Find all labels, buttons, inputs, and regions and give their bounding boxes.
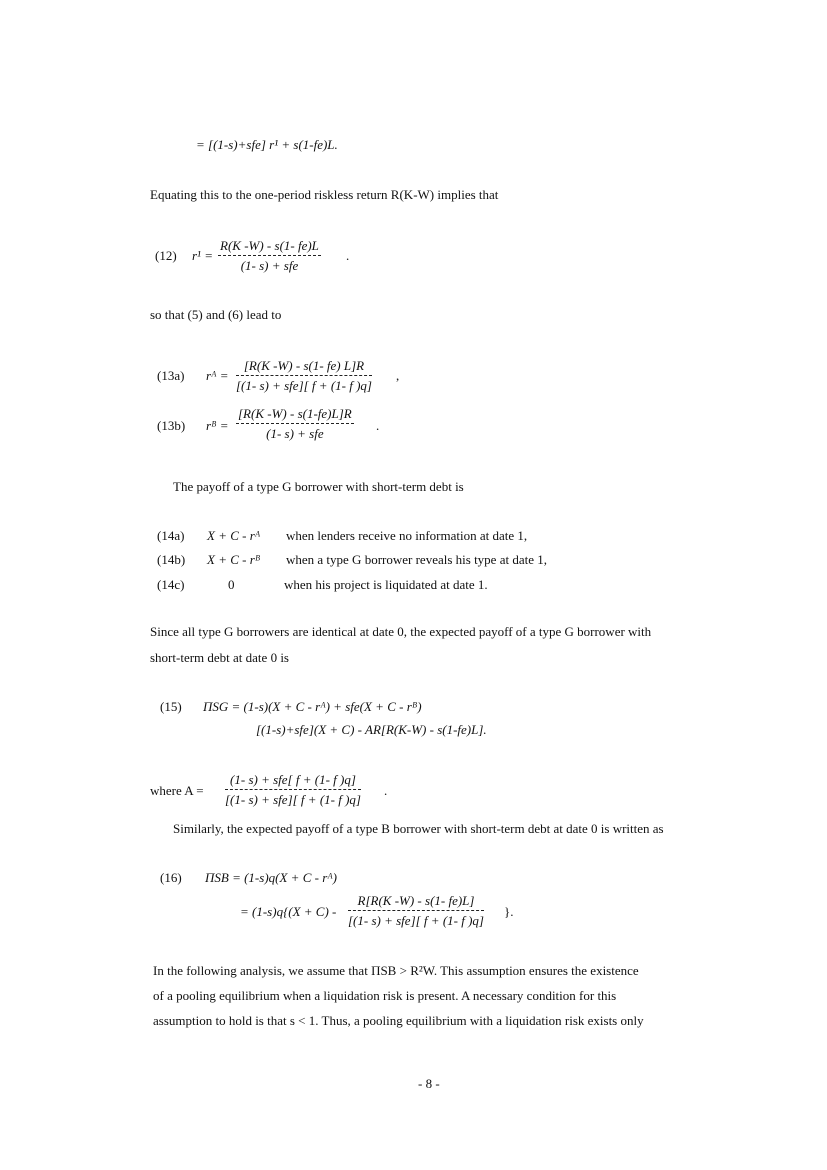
paragraph-lead-to: so that (5) and (6) lead to (150, 307, 282, 322)
equation-number: (16) (160, 870, 182, 885)
equation-number: (13b) (157, 418, 186, 433)
fraction-denominator: (1- s) + sfe (266, 426, 324, 441)
paragraph-equating: Equating this to the one-period riskless return R(K-W) implies that (150, 187, 499, 202)
fraction-denominator: (1- s) + sfe (240, 258, 299, 273)
paragraph-payoff-g: The payoff of a type G borrower with short-term debt is (173, 479, 464, 494)
paragraph-similarly: Similarly, the expected payoff of a type B borrower with short-term debt at date 0 is written as (173, 821, 664, 836)
equation-fraction (225, 772, 361, 808)
equation-number: (15) (160, 699, 182, 714)
fraction-numerator: R(K -W) - s(1- fe)L (218, 238, 321, 256)
equation-line: [(1-s)+sfe](X + C) - AR[R(K-W) - s(1-fe)L]. (256, 722, 487, 737)
equation-fraction (236, 358, 372, 394)
paragraph-assumption-line3: assumption to hold is that s < 1. Thus, a pooling equilibrium with a liquidation risk exists only (153, 1013, 644, 1028)
payoff-expression: 0 (228, 577, 235, 592)
payoff-description: when a type G borrower reveals his type at date 1, (286, 552, 547, 567)
page-number: - 8 - (418, 1076, 440, 1091)
equation-trail: }. (504, 904, 514, 919)
payoff-description: when his project is liquidated at date 1. (284, 577, 488, 592)
equation-line: = (1-s)q{(X + C) - (240, 904, 337, 919)
paragraph-assumption-line2: of a pooling equilibrium when a liquidation risk is present. A necessary condition for this (153, 988, 617, 1003)
equation-number: (12) (155, 248, 177, 263)
fraction-numerator: [R(K -W) - s(1-fe)L]R (236, 406, 354, 424)
where-label: where A = (150, 783, 204, 798)
equation-lhs: r¹ = (192, 248, 213, 263)
equation-number: (14a) (157, 528, 185, 543)
equation-number: (13a) (157, 368, 185, 383)
equation-trail: , (396, 368, 400, 383)
paragraph-since-all-line1: Since all type G borrowers are identical at date 0, the expected payoff of a type G borrower with (150, 624, 652, 639)
equation-line: ΠSB = (1-s)q(X + C - rᴬ) (205, 870, 337, 885)
equation-fraction (218, 238, 321, 274)
fraction-denominator: [(1- s) + sfe][ f + (1- f )q] (225, 792, 361, 807)
equation-continuation: = [(1-s)+sfe] r¹ + s(1-fe)L. (196, 137, 338, 152)
payoff-description: when lenders receive no information at date 1, (286, 528, 528, 543)
payoff-expression: X + C - rᴮ (207, 552, 261, 567)
paragraph-assumption-line1: In the following analysis, we assume that ΠSB > R²W. This assumption ensures the existence (153, 963, 639, 978)
fraction-denominator: [(1- s) + sfe][ f + (1- f )q] (236, 378, 372, 393)
equation-lhs: rᴮ = (206, 418, 229, 433)
equation-line: ΠSG = (1-s)(X + C - rᴬ) + sfe(X + C - rᴮ) (203, 699, 422, 714)
equation-trail: . (376, 418, 380, 433)
equation-trail: . (384, 783, 388, 798)
payoff-expression: X + C - rᴬ (207, 528, 261, 543)
fraction-numerator: [R(K -W) - s(1- fe) L]R (236, 358, 372, 376)
equation-fraction (348, 893, 484, 929)
equation-lhs: rᴬ = (206, 368, 229, 383)
equation-fraction (236, 406, 354, 442)
paragraph-since-all-line2: short-term debt at date 0 is (150, 650, 289, 665)
fraction-denominator: [(1- s) + sfe][ f + (1- f )q] (348, 913, 484, 928)
fraction-numerator: R[R(K -W) - s(1- fe)L] (348, 893, 484, 911)
equation-number: (14b) (157, 552, 186, 567)
fraction-numerator: (1- s) + sfe[ f + (1- f )q] (225, 772, 361, 790)
equation-trail: . (346, 248, 350, 263)
equation-number: (14c) (157, 577, 185, 592)
